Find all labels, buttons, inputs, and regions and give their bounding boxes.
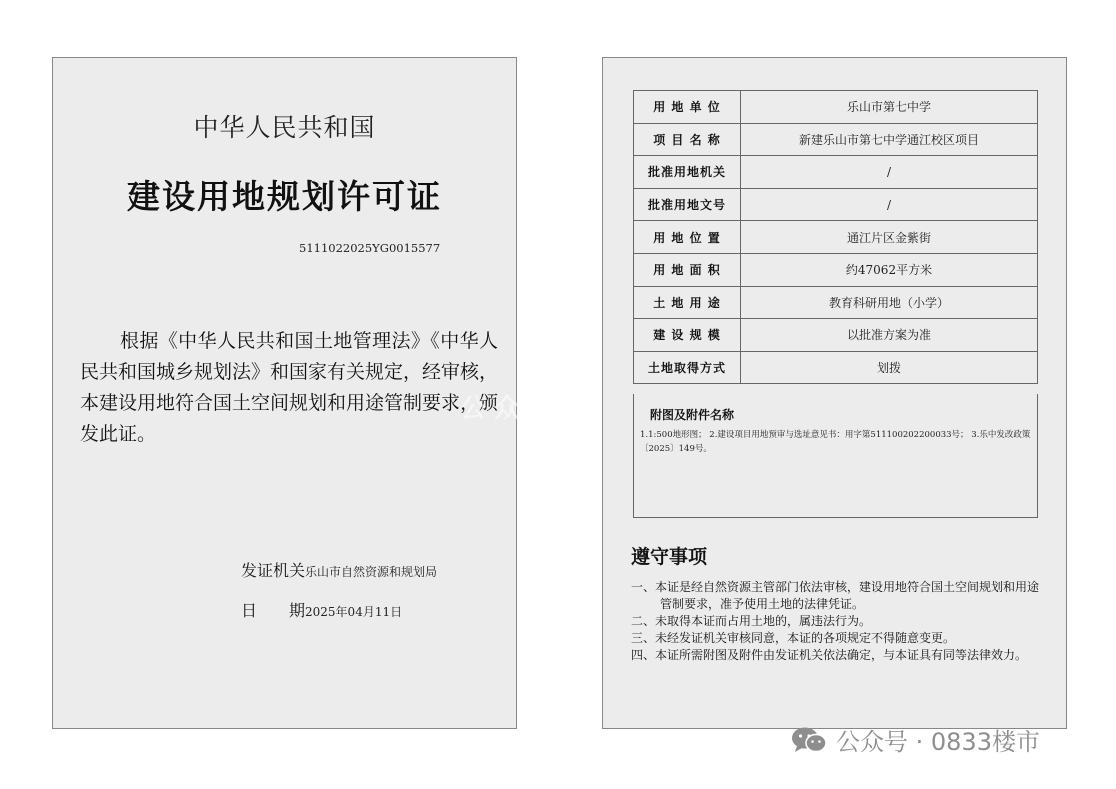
certificate-number: 5111022025YG0015577 [299, 241, 441, 255]
notice-item: 四、本证所需附图及附件由发证机关依法确定，与本证具有同等法律效力。 [631, 648, 1028, 662]
info-row [634, 156, 1038, 189]
date-label-second-char: 期 [289, 601, 306, 620]
info-row-value: 划拨 [741, 351, 1038, 384]
info-row [634, 286, 1038, 319]
faint-watermark: 公众号 [460, 394, 563, 424]
info-row [634, 188, 1038, 221]
wechat-watermark [790, 722, 1040, 757]
certificate-preamble: 根据《中华人民共和国土地管理法》《中华人民共和国城乡规划法》和国家有关规定，经审核，本建设用地符合国土空间规划和用途管制要求，颁发此证。 [80, 330, 499, 445]
notice-title: 遵守事项 [631, 546, 708, 568]
info-row-label: 项 目 名 称 [634, 123, 741, 156]
info-row-label: 批准用地机关 [634, 156, 741, 189]
info-row-value: / [741, 156, 1038, 189]
issuer-label: 发证机关 [241, 561, 306, 580]
notice-list [631, 579, 1043, 664]
info-row [634, 253, 1038, 286]
country-name: 中华人民共和国 [193, 113, 376, 142]
certificate-title: 建设用地规划许可证 [127, 177, 442, 216]
info-row-label: 土 地 用 途 [634, 286, 741, 319]
watermark-text: 公众号 · 0833楼市 [836, 728, 1040, 756]
certificate-details-page [602, 57, 1067, 729]
attachments-text: 1.1:500地形图； 2.建设项目用地预审与选址意见书：用字第511100202200033号； 3.乐中发改政策〔2025〕149号。 [640, 430, 1031, 454]
info-row [634, 91, 1038, 124]
info-row-label: 建 设 规 模 [634, 319, 741, 352]
notice-item: 二、未取得本证而占用土地的，属违法行为。 [631, 614, 872, 628]
info-row-label: 用 地 位 置 [634, 221, 741, 254]
info-row-value: 新建乐山市第七中学通江校区项目 [741, 123, 1038, 156]
info-row-label: 土地取得方式 [634, 351, 741, 384]
info-row [634, 319, 1038, 352]
attachments-title: 附图及附件名称 [650, 408, 735, 422]
info-row-value: 约47062平方米 [741, 253, 1038, 286]
info-row-value: 以批准方案为准 [741, 319, 1038, 352]
info-row-value: 乐山市第七中学 [741, 91, 1038, 124]
info-row-label: 用 地 面 积 [634, 253, 741, 286]
info-row-value: / [741, 188, 1038, 221]
notice-item: 三、未经发证机关审核同意，本证的各项规定不得随意变更。 [631, 631, 956, 645]
issuer-value: 乐山市自然资源和规划局 [305, 565, 438, 579]
date-value: 2025年04月11日 [305, 605, 403, 619]
attachments-box [633, 394, 1038, 518]
info-row-label: 用 地 单 位 [634, 91, 741, 124]
info-row-value: 教育科研用地（小学） [741, 286, 1038, 319]
date-label-first-char: 日 [241, 601, 258, 620]
info-row-label: 批准用地文号 [634, 188, 741, 221]
info-row [634, 123, 1038, 156]
date-row [241, 598, 402, 621]
info-row [634, 221, 1038, 254]
wechat-icon [790, 725, 828, 755]
land-info-table [633, 90, 1038, 384]
info-row-value: 通江片区金紫街 [741, 221, 1038, 254]
notice-item: 一、本证是经自然资源主管部门依法审核，建设用地符合国土空间规划和用途管制要求，准予使用土地的法律凭证。 [631, 580, 1040, 611]
certificate-cover-page [52, 57, 517, 729]
issuer-row [241, 558, 437, 581]
info-row [634, 351, 1038, 384]
